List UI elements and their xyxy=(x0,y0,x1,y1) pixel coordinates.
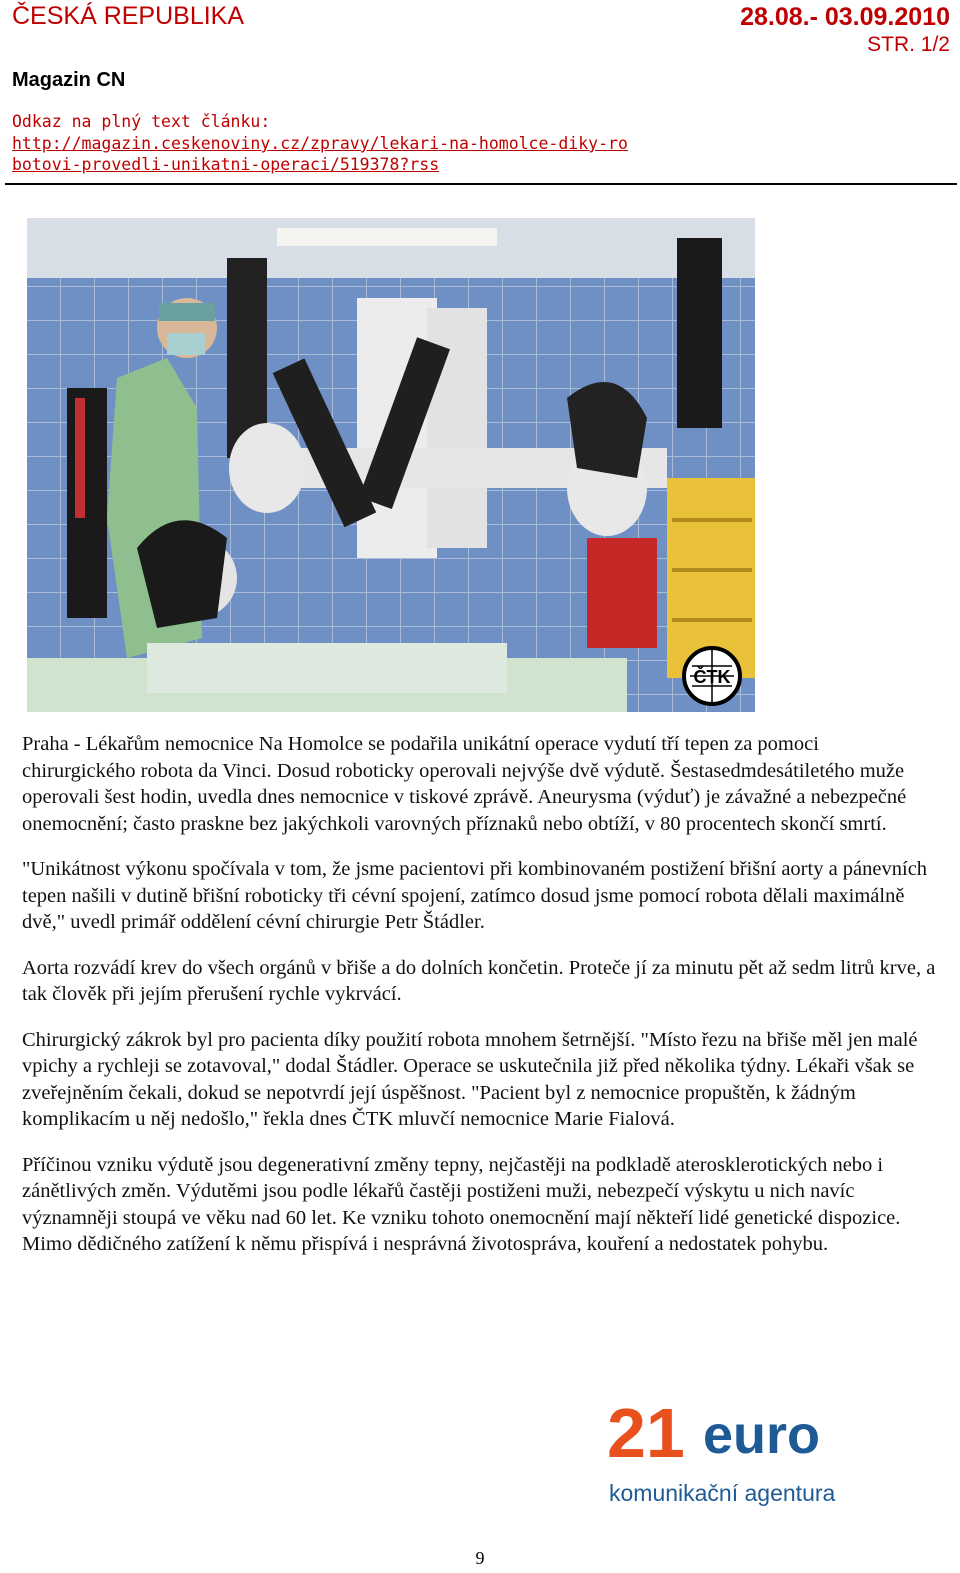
link-label: Odkaz na plný text článku: xyxy=(12,112,271,131)
article-paragraph: "Unikátnost výkonu spočívala v tom, že jsme pacientovi při kombinovaném postižení břišní aorty a pánevních tepen našili v dutině břišní roboticky tři cévní spojení, zatímco dosud jsme pomocí robota dělali maximálně dvě," uvedl primář oddělení cévní chirurgie Petr Štádler. xyxy=(22,858,928,933)
article-paragraph: Příčinou vzniku výdutě jsou degenerativní změny tepny, nejčastěji na podkladě aterosklerotických nebo i zánětlivých změn. Výdutěmi jsou podle lékařů častěji postiženi muži, nebezpečí výskytu u nich navíc významněji stoupá ve věku nad 60 let. Ke vzniku tohoto onemocnění mají někteří lidé genetické dispozice. Mimo dědičného zatížení k němu přispívá i nesprávná životospráva, kouření a nedostatek pohybu. xyxy=(22,1153,901,1255)
article-paragraph: Chirurgický zákrok byl pro pacienta díky použití robota mnohem šetrnější. "Místo řezu na břiše měl jen malé vpichy a rychleji se zotavoval," dodal Štádler. Operace se uskutečnila již před několika týdny. Lékaři však se zveřejněním čekali, dokud se nepotvrdí její úspěšnost. "Pacient byl z nemocnice propuštěn, k žádným komplikacím u něj nedošlo," řekla dnes ČTK mluvčí nemocnice Marie Fialová. xyxy=(22,1028,918,1130)
article-paragraph: Aorta rozvádí krev do všech orgánů v břiše a do dolních končetin. Proteče jí za minutu pět až sedm litrů krve, a tak člověk při jejím přerušení rychle vykrvácí. xyxy=(22,956,936,1005)
header-country: ČESKÁ REPUBLIKA xyxy=(12,2,245,30)
ctk-watermark: ČTK xyxy=(693,667,731,687)
logo-tagline: komunikační agentura xyxy=(609,1480,836,1506)
article-link[interactable]: http://magazin.ceskenoviny.cz/zpravy/lekari-na-homolce-diky-robotovi-provedli-unikatni-operaci/519378?rss xyxy=(12,134,628,174)
header-date: 28.08.- 03.09.2010 xyxy=(740,3,950,31)
page-footer-number: 9 xyxy=(475,1548,485,1568)
header-page-number: STR. 1/2 xyxy=(867,33,950,56)
logo-word: euro xyxy=(703,1405,821,1465)
article-photo xyxy=(27,218,755,712)
header-divider xyxy=(5,183,957,185)
article-body xyxy=(22,731,937,1277)
logo-number: 21 xyxy=(607,1395,685,1472)
source-name: Magazin CN xyxy=(12,69,126,91)
agency-logo xyxy=(605,1395,940,1510)
article-paragraph: Praha - Lékařům nemocnice Na Homolce se podařila unikátní operace vydutí tří tepen za pomoci chirurgického robota da Vinci. Dosud roboticky operovali nejvýše dvě výdutě. Šestasedmdesátiletého muže operovali šest hodin, uvedla dnes nemocnice v tiskové zprávě. Aneurysma (výduť) je závažné a nebezpečné onemocnění; často praskne bez jakýchkoli varovných příznaků nebo obtíží, v 80 procentech skončí smrtí. xyxy=(22,733,907,835)
